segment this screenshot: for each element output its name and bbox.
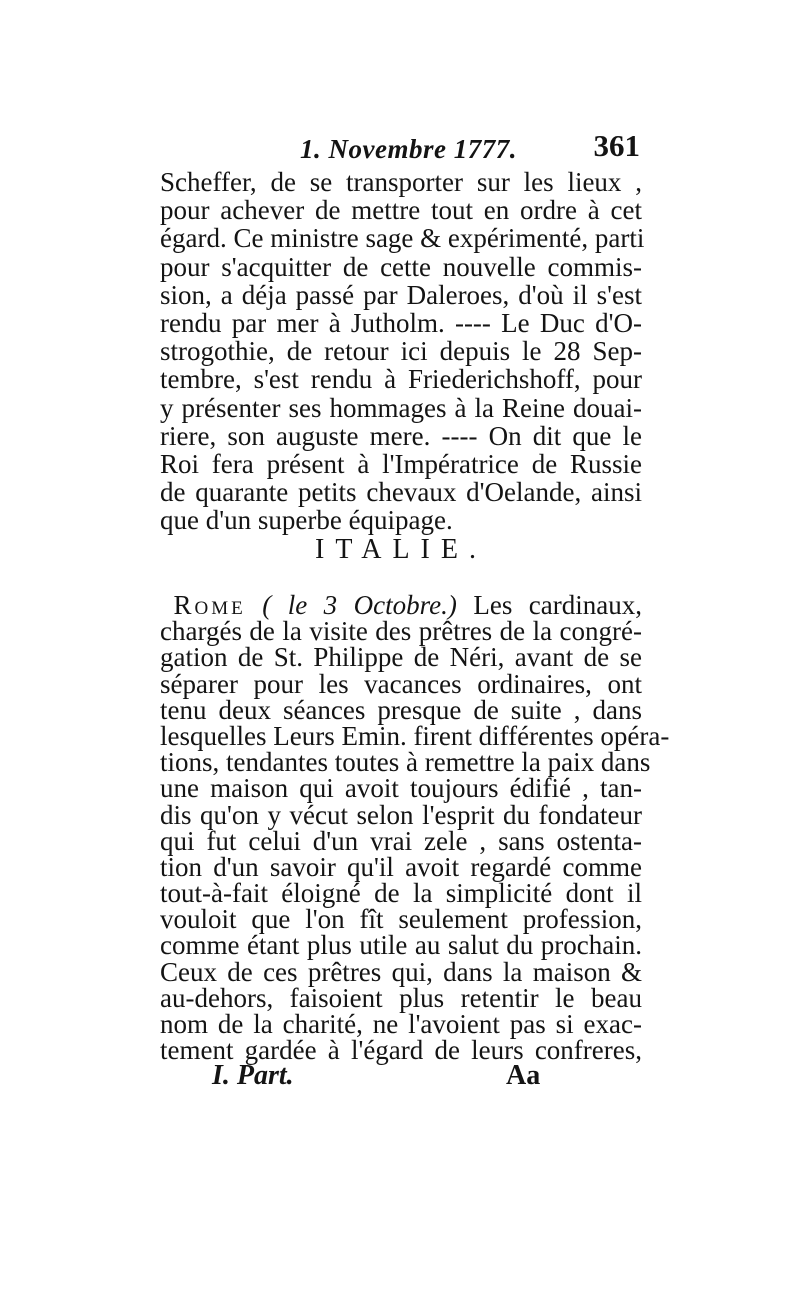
text-line: tembre, s'est rendu à Friederichshoff, pour bbox=[160, 364, 642, 395]
text-line: tenu deux séances presque de suite , dans bbox=[160, 694, 642, 725]
text-line: tout-à-fait éloigné de la simplicité dont il bbox=[160, 878, 642, 909]
dateline-city: Rome bbox=[173, 590, 246, 620]
text-line: gation de St. Philippe de Néri, avant de se bbox=[160, 642, 642, 673]
page-footer bbox=[160, 1060, 642, 1100]
italy-news-paragraph bbox=[160, 590, 670, 1066]
text-line: tement gardée à l'égard de leurs confreres, bbox=[160, 1035, 642, 1066]
text-line: sion, a déja passé par Daleroes, d'où il s'est bbox=[160, 279, 642, 310]
text-line: rendu par mer à Jutholm. ---- Le Duc d'O- bbox=[160, 307, 642, 338]
text-line: strogothie, de retour ici depuis le 28 Sep- bbox=[160, 336, 642, 367]
text-line: que d'un superbe équipage. bbox=[160, 505, 453, 536]
page-header bbox=[160, 128, 642, 168]
dateline-line bbox=[160, 592, 642, 618]
text-line: pour achever de mettre tout en ordre à cet bbox=[160, 195, 642, 226]
text-line: comme étant plus utile au salut du prochain. bbox=[160, 930, 642, 961]
text-line: riere, son auguste mere. ---- On dit que le bbox=[160, 420, 642, 451]
text-line: une maison qui avoit toujours édifié , tan- bbox=[160, 773, 642, 804]
text-line: Scheffer, de se transporter sur les lieux , bbox=[160, 167, 642, 197]
text-line: Roi fera présent à l'Impératrice de Russie bbox=[160, 448, 642, 479]
text-line: tion d'un savoir qu'il avoit regardé comme bbox=[160, 851, 642, 882]
text-line: y présenter ses hommages à la Reine douai- bbox=[160, 392, 642, 423]
page-number: 361 bbox=[593, 128, 640, 163]
text-line: dis qu'on y vécut selon l'esprit du fondateur bbox=[160, 799, 642, 830]
text-line: nom de la charité, ne l'avoient pas si exac- bbox=[160, 1009, 642, 1039]
text-line: chargés de la visite des prêtres de la congré- bbox=[160, 616, 642, 647]
text-line: tions, tendantes toutes à remettre la paix dans bbox=[160, 747, 651, 778]
running-title: 1. Novembre 1777. bbox=[300, 134, 517, 164]
sweden-news-paragraph bbox=[160, 167, 645, 536]
text-line: pour s'acquitter de cette nouvelle commis- bbox=[160, 251, 642, 282]
dateline-date: ( le 3 Octobre.) bbox=[262, 590, 457, 620]
dateline-rest: Les cardinaux, bbox=[473, 590, 643, 620]
part-label: I. Part. bbox=[212, 1060, 294, 1091]
section-heading-italie: ITALIE. bbox=[315, 534, 487, 565]
text-line: égard. Ce ministre sage & expérimenté, parti bbox=[160, 223, 645, 254]
text-line: de quarante petits chevaux d'Oelande, ainsi bbox=[160, 477, 642, 508]
text-line: séparer pour les vacances ordinaires, ont bbox=[160, 668, 642, 699]
text-line: Ceux de ces prêtres qui, dans la maison & bbox=[160, 956, 642, 987]
signature-mark: Aa bbox=[506, 1060, 541, 1091]
text-line: lesquelles Leurs Emin. firent différentes opéra- bbox=[160, 720, 670, 751]
text-line: vouloit que l'on fît seulement profession, bbox=[160, 904, 642, 935]
text-line: au-dehors, faisoient plus retentir le beau bbox=[160, 982, 642, 1013]
text-line: qui fut celui d'un vrai zele , sans ostenta- bbox=[160, 825, 642, 856]
